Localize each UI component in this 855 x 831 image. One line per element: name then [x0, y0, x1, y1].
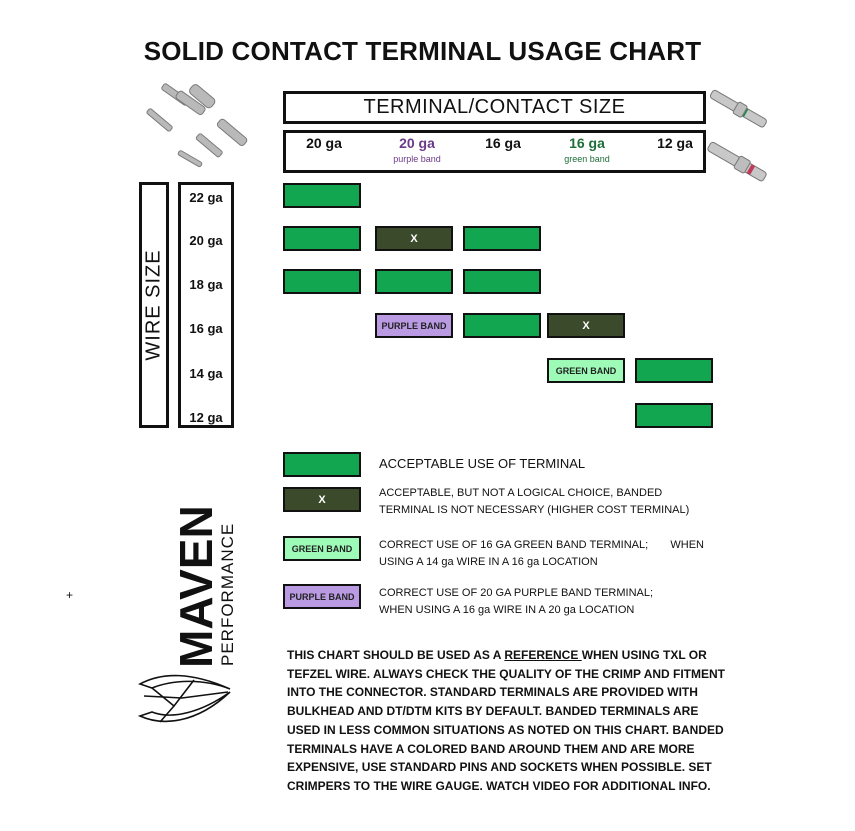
cell-acceptable: [463, 226, 541, 251]
usage-note: [287, 646, 727, 796]
wire-size-22: 22 ga: [189, 190, 223, 205]
legend-purple-band-text: [379, 585, 653, 619]
wire-size-header: [139, 182, 169, 428]
cell-acceptable: [635, 403, 713, 428]
terminal-col-16ga-green: [542, 135, 632, 164]
note-reference: REFERENCE: [504, 648, 582, 662]
legend-line: WHEN: [670, 539, 704, 551]
wire-size-12: 12 ga: [189, 410, 223, 425]
legend-line: ACCEPTABLE, BUT NOT A LOGICAL CHOICE, BANDED: [379, 487, 663, 499]
terminal-size-header: TERMINAL/CONTACT SIZE: [283, 91, 706, 124]
page-title: SOLID CONTACT TERMINAL USAGE CHART: [143, 36, 702, 66]
logo-tagline: PERFORMANCE: [218, 522, 237, 666]
legend-line: CORRECT USE OF 16 GA GREEN BAND TERMINAL;: [379, 539, 649, 551]
note-text: THIS CHART SHOULD BE USED AS A: [287, 648, 505, 662]
cell-purple-band: PURPLE BAND: [375, 313, 453, 338]
terminal-ga: 16 ga: [569, 135, 605, 151]
terminal-size-row: [283, 130, 706, 173]
terminal-col-20ga-purple: [372, 135, 462, 164]
cell-acceptable: [463, 313, 541, 338]
logo-brand: MAVEN: [170, 505, 222, 668]
cell-not-logical: X: [547, 313, 625, 338]
wire-size-14: 14 ga: [189, 366, 223, 381]
legend-acceptable-text: ACCEPTABLE USE OF TERMINAL: [379, 456, 586, 471]
plus-mark: +: [66, 588, 74, 602]
terminal-parts-image: [140, 78, 260, 178]
wire-size-16: 16 ga: [189, 321, 223, 336]
legend-swatch-acceptable: [283, 452, 361, 477]
terminal-ga: 12 ga: [657, 135, 693, 151]
legend-swatch-purple-band: PURPLE BAND: [283, 584, 361, 609]
legend-swatch-green-band: GREEN BAND: [283, 536, 361, 561]
terminal-col-20ga: [279, 135, 369, 151]
terminal-col-12ga: [630, 135, 720, 151]
terminal-band-label: purple band: [393, 154, 441, 164]
terminal-col-16ga: [458, 135, 548, 151]
wire-size-20: 20 ga: [189, 233, 223, 248]
terminal-ga: 20 ga: [399, 135, 435, 151]
terminal-ga: 16 ga: [485, 135, 521, 151]
legend-line: USING A 14 ga WIRE IN A 16 ga LOCATION: [379, 556, 598, 568]
legend-swatch-not-logical: X: [283, 487, 361, 512]
terminal-band-label: green band: [564, 154, 610, 164]
cell-acceptable: [283, 226, 361, 251]
cell-acceptable: [375, 269, 453, 294]
wire-size-18: 18 ga: [189, 277, 223, 292]
green-band-pin-image: [708, 84, 782, 132]
cell-not-logical: X: [375, 226, 453, 251]
legend-line: WHEN USING A 16 ga WIRE IN A 20 ga LOCATION: [379, 604, 635, 616]
legend-green-band-text: [379, 537, 709, 571]
wire-size-header-text: WIRE SIZE: [142, 249, 165, 361]
legend-not-logical-text: [379, 485, 689, 519]
cell-acceptable: [283, 269, 361, 294]
legend-line: CORRECT USE OF 20 GA PURPLE BAND TERMINAL;: [379, 587, 654, 599]
maven-performance-logo: [132, 476, 242, 726]
terminal-ga: 20 ga: [306, 135, 342, 151]
cell-acceptable: [635, 358, 713, 383]
legend-line: TERMINAL IS NOT NECESSARY (HIGHER COST TERMINAL): [379, 504, 690, 516]
wire-size-column: [178, 182, 234, 428]
logo-mark-icon: [140, 676, 230, 722]
note-text: WHEN USING TXL OR TEFZEL WIRE. ALWAYS CHECK THE QUALITY OF THE CRIMP AND FITMENT INTO THE CONNECTOR. STANDARD TERMINALS ARE PROVIDED WITH BULKHEAD AND DT/DTM KITS BY DEFAULT. BANDED TERMINALS ARE USED IN LESS COMMON SITUATIONS AS NOTED ON THIS CHART. BANDED TERMINALS HAVE A COLORED BAND AROUND THEM AND ARE MORE EXPENSIVE, USE STANDARD PINS AND SOCKETS WHEN POSSIBLE. SET CRIMPERS TO THE WIRE GAUGE. WATCH VIDEO FOR ADDITIONAL INFO.: [287, 648, 726, 793]
cell-acceptable: [283, 183, 361, 208]
cell-acceptable: [463, 269, 541, 294]
cell-green-band: GREEN BAND: [547, 358, 625, 383]
